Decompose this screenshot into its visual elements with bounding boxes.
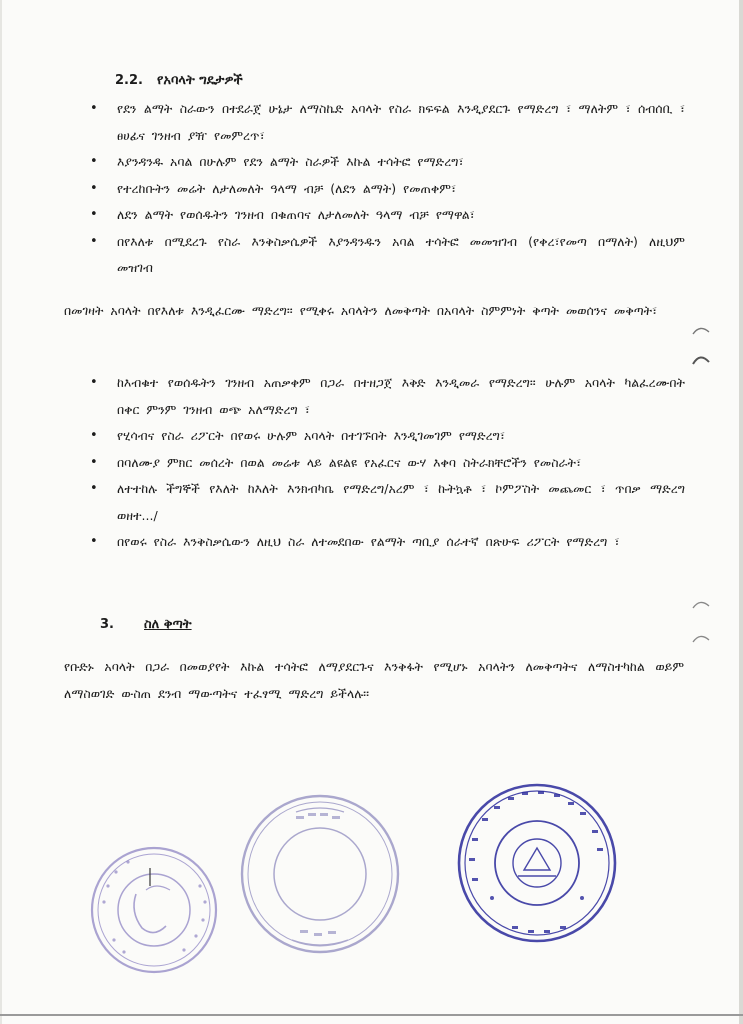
stamp-middle-icon	[236, 790, 404, 958]
body-paragraph: በመገዛት አባላት በየእለቱ እንዲፈርሙ ማድረግ፡፡ የሚቀሩ አባላትን ለመቅጣት በአባላት ስምምነት ቅጣት መወሰንና መቅጣት፣	[64, 303, 658, 318]
section-title: የአባላት ግዴታዎች	[157, 73, 243, 88]
punch-hole-marks-lower	[690, 596, 712, 652]
section-number: 2.2.	[115, 73, 143, 88]
list-item-text: እያንዳንዱ አባል በሁሉም የደን ልማት ስራዎች እኩል ተሳትፎ የማድረግ፣	[117, 154, 464, 169]
punch-hole-marks-upper	[690, 322, 712, 372]
bullet-icon: •	[90, 101, 98, 116]
bullet-icon: •	[90, 180, 98, 196]
list-item-text: በየወሩ የስራ እንቅስቃሴውን ለዚህ ስራ ለተመደበው የልማት ጣቢያ ሰራተኛ በጽሁፍ ሪፖርት የማድረግ ፣	[117, 534, 620, 549]
list-item-text: ለተተከሉ ችግኞች የእለት ከእለት እንክብካቤ የማድረግ/አረም ፣ ኩትኳቶ ፣ ኮምፖስት መጨመር ፣ ጥበቃ ማድረግ ወዘተ.../	[117, 481, 685, 523]
list-item-text: የተረከቡትን መሬት ለታለመለት ዓላማ ብቻ (ለደን ልማት) የመጠቀም፣	[117, 180, 457, 196]
obligations-list	[90, 96, 685, 282]
page-left-edge	[0, 0, 2, 1024]
list-item	[90, 476, 685, 529]
list-item-text: የደን ልማት ስራውን በተደራጀ ሁኔታ ለማስኬድ አባላት የስራ ክፍፍል እንዲያደርጉ የማድረግ ፣ ማለትም ፣ ሰብሰቢ ፣ ፀሀፊና ገንዘብ ያዥ የመምረጥ፣	[117, 101, 685, 143]
list-item	[90, 202, 685, 229]
section-number: 3.	[100, 617, 114, 632]
list-item-text: በየእለቱ በሚደረጉ የስራ እንቅስቃሴዎች እያንዳንዱን አባል ተሳትፎ መመዝገብ (የቀረ፣የመጣ በማለት) ለዚህም መዝገብ	[117, 233, 685, 275]
bullet-icon: •	[90, 454, 98, 470]
stamp-left-icon	[84, 842, 224, 978]
list-item	[90, 450, 685, 477]
obligations-list-continued	[90, 370, 685, 556]
list-item	[90, 423, 685, 450]
body-paragraph: የቡድኑ አባላት በጋራ በመወያየት እኩል ተሳትፎ ለማያደርጉና እንቅፋት የሚሆኑ አባላትን ለመቅጣትና ለማስተካከል ወይም ለማስወገድ ውስጠ ደንብ ማውጣትና ተፈፃሚ ማድረግ ይችላሉ፡፡	[64, 659, 684, 701]
stamp-right-icon	[452, 778, 622, 948]
section-heading-2-2	[115, 73, 243, 88]
bullet-icon: •	[90, 481, 98, 496]
list-item	[90, 96, 685, 149]
list-item	[90, 370, 685, 423]
list-item	[90, 149, 685, 176]
bullet-icon: •	[90, 154, 98, 169]
section-heading-3	[100, 617, 192, 632]
list-item-text: ከእብቁተ የወሰዱትን ገንዘብ አጠቃቀም በጋራ በተዘጋጀ እቅድ እንዲመራ የማድረግ፡፡ ሁሉም አባላት ካልፈረሙበት በቀር ምንም ገንዘብ ወጭ አለማድረግ ፣	[117, 375, 685, 417]
list-item-text: የሂሳብና የስራ ሪፖርት በየወሩ ሁሉም አባላት በተገኙበት እንዲገመገም የማድረግ፣	[117, 428, 505, 443]
bullet-icon: •	[90, 207, 98, 222]
list-item	[90, 176, 685, 203]
bullet-icon: •	[90, 233, 98, 249]
bullet-icon: •	[90, 375, 98, 390]
section-title: ስለ ቅጣት	[144, 617, 192, 632]
bullet-icon: •	[90, 428, 98, 443]
list-item	[90, 229, 685, 282]
list-item-text: ለደን ልማት የወሰዱትን ገንዘብ በቁጠባና ለታለመለት ዓላማ ብቻ የማዋል፣	[117, 207, 475, 222]
page-right-edge	[739, 0, 743, 1024]
list-item-text: በባለሙያ ምክር መሰረት በወል መሬቱ ላይ ልዩልዩ የአፈርና ውሃ እቀባ ስትራክቸሮችን የመስራት፣	[117, 454, 582, 470]
bullet-icon: •	[90, 534, 98, 549]
page-bottom-edge	[0, 1014, 743, 1016]
list-item	[90, 529, 685, 556]
